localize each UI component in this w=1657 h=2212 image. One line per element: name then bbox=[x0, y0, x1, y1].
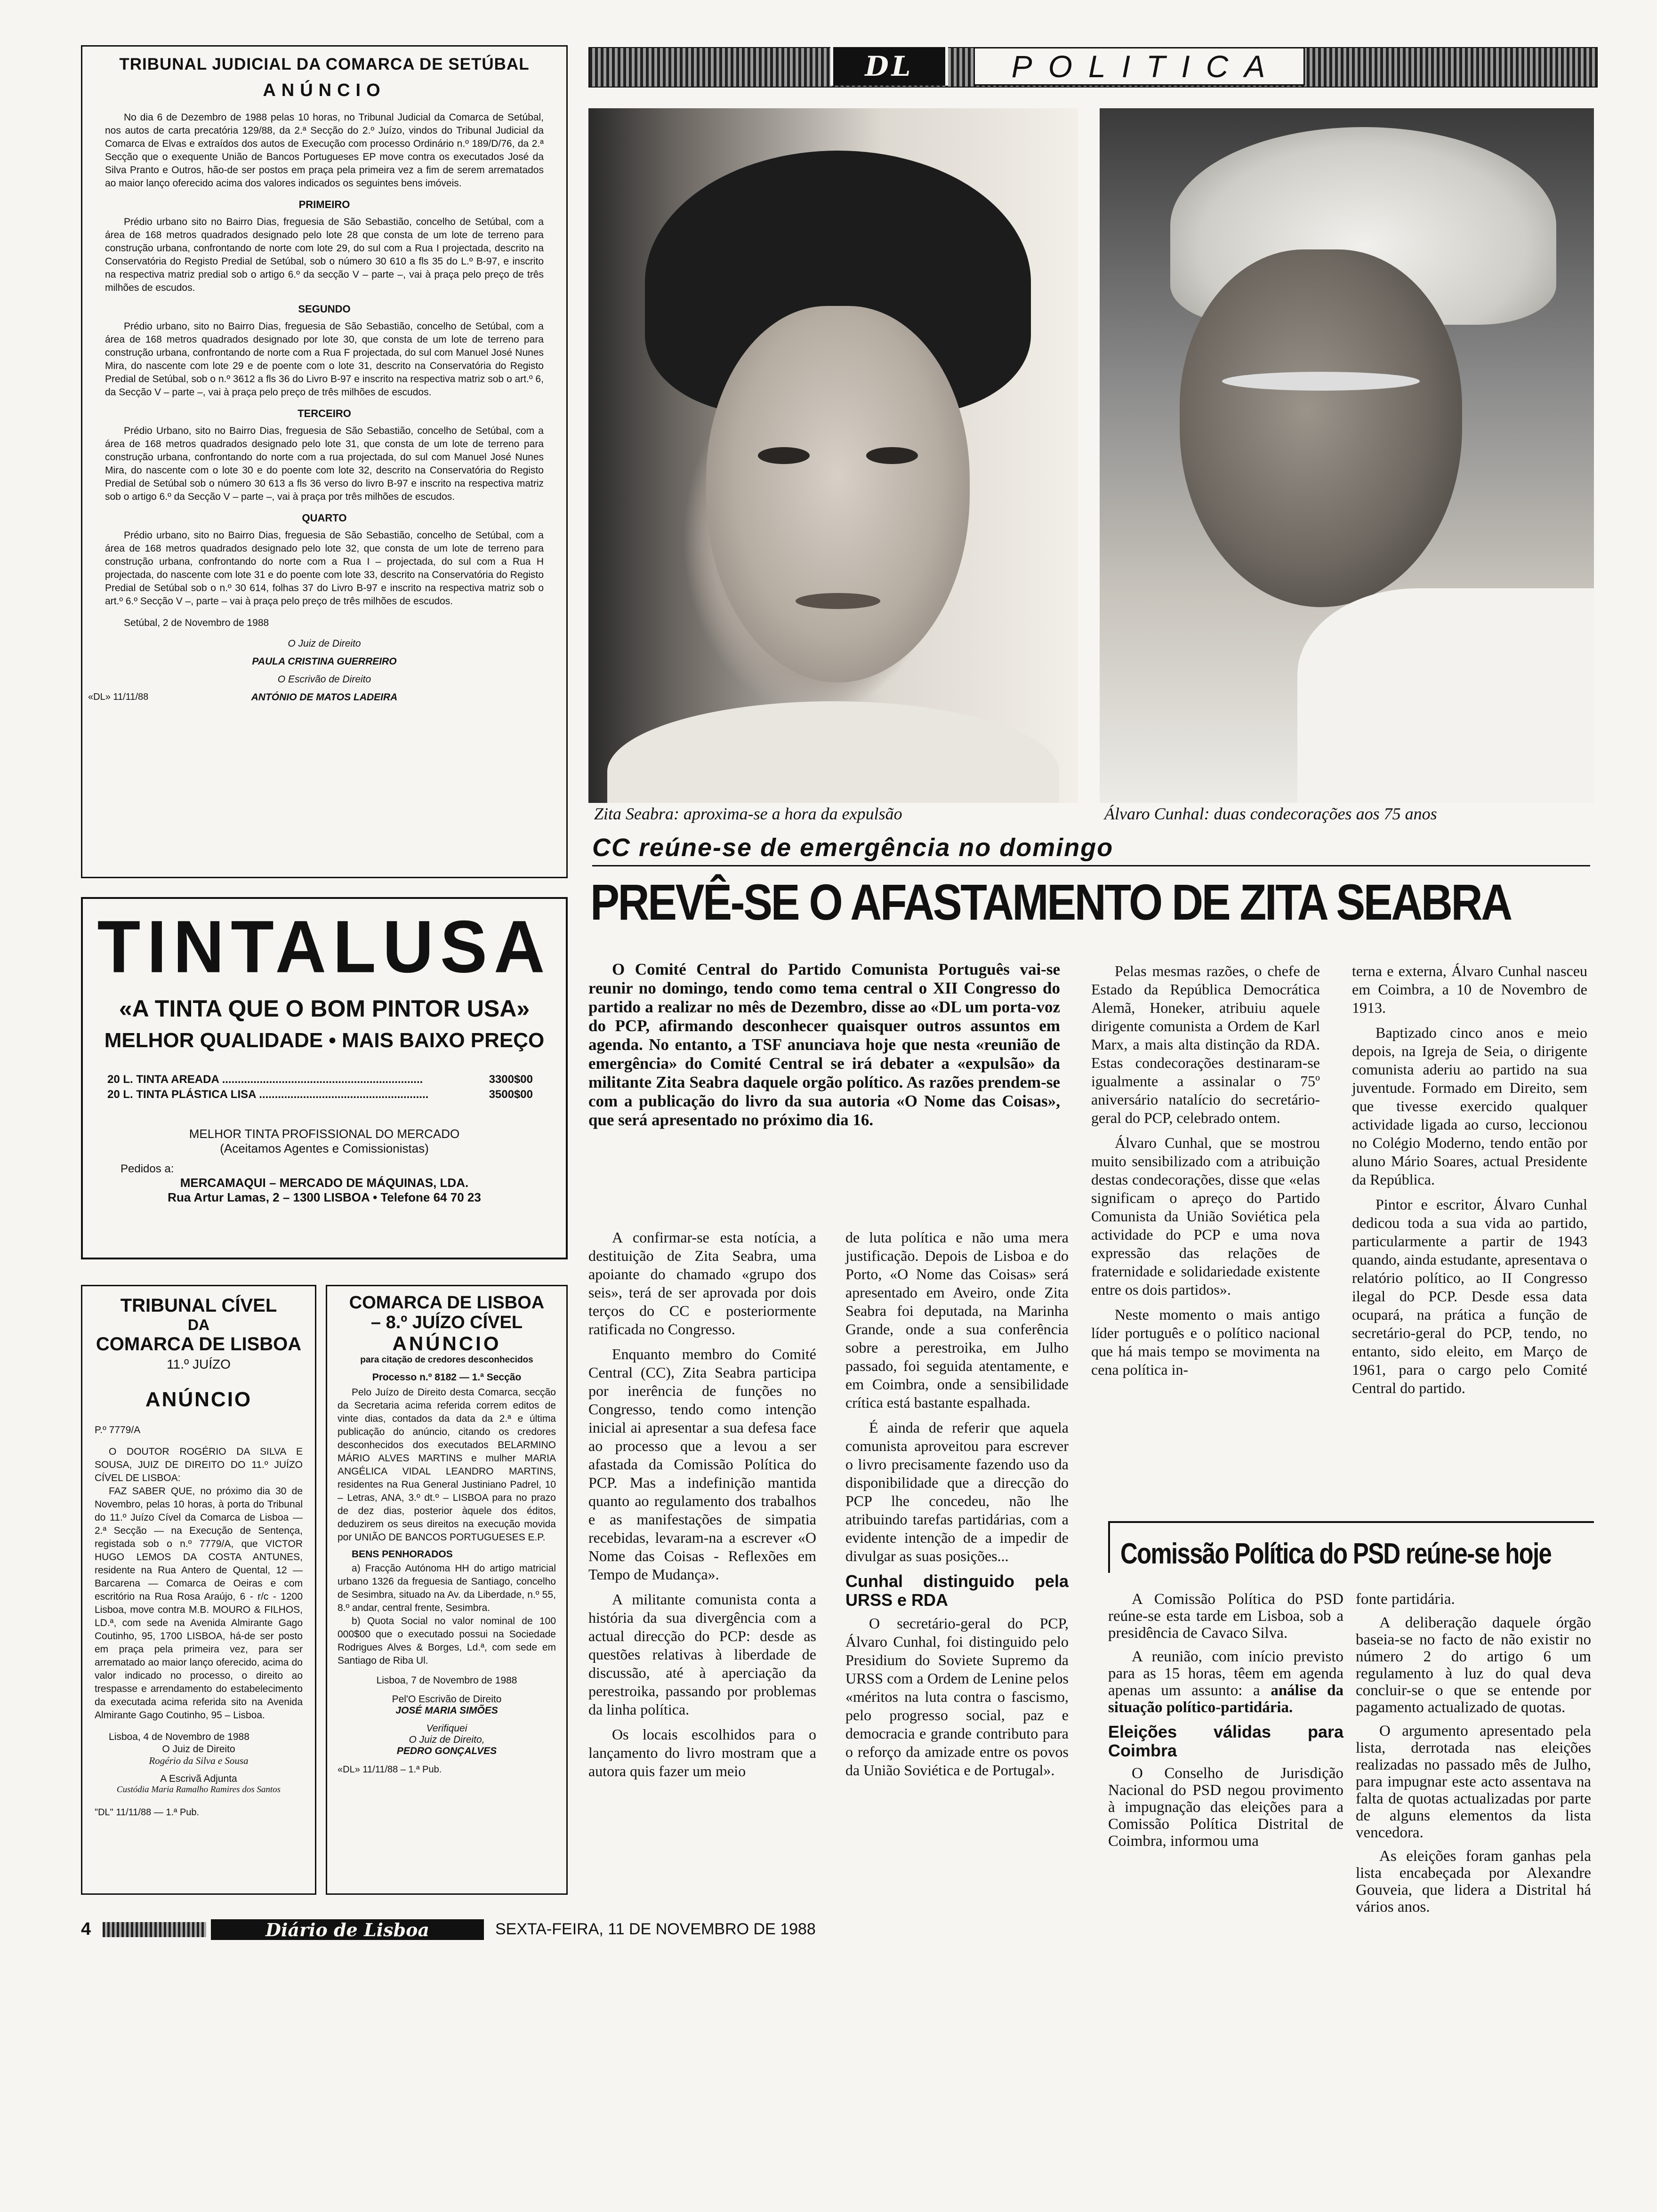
ad-tribunal-civel bbox=[81, 1285, 316, 1895]
civel-date: Lisboa, 4 de Novembro de 1988 bbox=[109, 1731, 249, 1742]
civel-ref: "DL" 11/11/88 — 1.ª Pub. bbox=[95, 1807, 200, 1818]
comarca-bens: BENS PENHORADOS bbox=[352, 1549, 453, 1560]
notice-paragraph-4: Prédio urbano, sito no Bairro Dias, freguesia de São Sebastião, concelho de Setúbal, com a área de 168 metros quadrados designado pelo lote 32, que consta de um lote de terreno para construção urbana, confrontando do norte com a Rua I – projectada, do sul com a Rua H projectada, do nascente com lote 31 e do poente com lote 33, descrito na Conservatória do Registo Predial de Setúbal sob o n.º 30 614, folhas 37 do Livro B-97 e inscrito na respectiva matriz sob o art.º 6.º Secção V –, parte – vai à praça pelo preço de três milhões de escudos. bbox=[105, 530, 544, 607]
civel-name-1: Rogério da Silva e Sousa bbox=[149, 1755, 249, 1766]
footer-bar bbox=[81, 1919, 1597, 1940]
shoulders bbox=[1297, 588, 1594, 803]
section-name-box bbox=[973, 47, 1305, 86]
comarca-role-1: Pel'O Escrivão de Direito bbox=[392, 1694, 502, 1705]
tintalusa-brand: TINTALUSA bbox=[97, 905, 552, 988]
paragraph: Neste momento o mais antigo líder português e o político nacional que há mais tempo se movimenta na cena política in- bbox=[1091, 1306, 1320, 1378]
comarca-body: Pelo Juízo de Direito desta Comarca, secção da Secretaria acima referida correm editos de vinte dias, contados da data da 2.ª e última publicação do anúncio, citando os credores desconhecidos dos executados BELARMINO MÁRIO ALVES MARTINS e mulher MARIA ANGÉLICA VIDAL LEANDRO MARTINS, residentes na Rua General Justiniano Padrel, 10 – Letras, ANA, 3.º dt.º – LISBOA para no prazo de dez dias, posterior àquele dos éditos, deduzirem os seus direitos na execução movida por UNIÃO DE BANCOS PORTUGUESES E.P. bbox=[338, 1387, 556, 1543]
notice-heading-3: TERCEIRO bbox=[298, 408, 351, 419]
paragraph: A Comissão Política do PSD reúne-se esta tarde em Lisboa, sob a presidência de Cavaco Silva. bbox=[1108, 1591, 1343, 1642]
kicker-rule bbox=[592, 865, 1590, 866]
notice-heading-2: SEGUNDO bbox=[298, 303, 351, 315]
paragraph: O secretário-geral do PCP, Álvaro Cunhal, foi distinguido pelo Presidium do Soviete Supremo da URSS com a Ordem de Lenine pelos «méritos na luta contra o fascismo, pelo progresso social, paz e democracia e grande contributo para o reforço da amizade entre os povos da União Soviética e de Portugal». bbox=[845, 1615, 1069, 1779]
photo-zita-seabra bbox=[588, 108, 1078, 803]
psd-subhead: Eleições válidas para Coimbra bbox=[1108, 1722, 1343, 1760]
comarca-role-2: O Juiz de Direito, bbox=[409, 1734, 485, 1745]
civel-role-2: A Escrivã Adjunta bbox=[160, 1773, 237, 1784]
civel-heading: ANÚNCIO bbox=[145, 1388, 252, 1411]
section-logo-text: DL bbox=[865, 50, 914, 82]
mouth bbox=[796, 593, 880, 609]
comarca-bem-b: b) Quota Social no valor nominal de 100 000$00 que o executado possui na Sociedade Rodrigues Alves & Borges, Ld.ª, com sede em Santiago de Riba Ul. bbox=[338, 1616, 556, 1666]
paragraph: terna e externa, Álvaro Cunhal nasceu em Coimbra, a 10 de Novembro de 1913. bbox=[1352, 962, 1587, 1016]
kicker: CC reúne-se de emergência no domingo bbox=[592, 834, 1114, 862]
civel-name-2: Custódia Maria Ramalho Ramires dos Santos bbox=[116, 1785, 281, 1795]
comarca-title-2: – 8.º JUÍZO CÍVEL bbox=[370, 1313, 523, 1332]
paragraph: fonte partidária. bbox=[1356, 1591, 1455, 1608]
tintalusa-orders: Pedidos a: bbox=[121, 1162, 174, 1175]
notice-title: TRIBUNAL JUDICIAL DA COMARCA DE SETÚBAL bbox=[119, 55, 530, 73]
comarca-bem-a: a) Fracção Autónoma HH do artigo matricial urbano 1326 da freguesia de Santiago, concelho de Sesimbra, situado na Av. da Liberdade, n.º 55, 8.º andar, central frente, Sesimbra. bbox=[338, 1563, 556, 1613]
section-logo bbox=[830, 47, 948, 86]
paragraph: O argumento apresentado pela lista, derrotada nas eleições realizadas no passado mês de Julho, para impugnar este acto assentava na falta de quotas actualizadas por parte de alguns elementos da lista vencedora. bbox=[1356, 1723, 1591, 1841]
tintalusa-address: Rua Artur Lamas, 2 – 1300 LISBOA • Telefone 64 70 23 bbox=[168, 1190, 481, 1204]
section-name: POLITICA bbox=[1011, 49, 1281, 84]
headline: PREVÊ-SE O AFASTAMENTO DE ZITA SEABRA bbox=[590, 874, 1511, 930]
price-value: 3500$00 bbox=[489, 1088, 533, 1101]
paragraph bbox=[1108, 1648, 1343, 1716]
paragraph: Álvaro Cunhal, que se mostrou muito sensibilizado com a atribuição destas condecorações, disse que «elas significam o apreço do Partido Comunista da União Soviética pela actividade do PCP e uma nova expressão das relações de fraternidade e solidariedade existente entre os dois partidos». bbox=[1091, 1134, 1320, 1298]
paragraph: Os locais escolhidos para o lançamento do livro mostram que a autora quis fazer um meio bbox=[588, 1726, 816, 1779]
comarca-name-2: PEDRO GONÇALVES bbox=[396, 1746, 497, 1756]
tintalusa-slogan: «A TINTA QUE O BOM PINTOR USA» bbox=[119, 995, 530, 1022]
notice-role-1: O Juiz de Direito bbox=[288, 638, 361, 649]
civel-role-1: O Juiz de Direito bbox=[162, 1744, 235, 1755]
notice-date: Setúbal, 2 de Novembro de 1988 bbox=[124, 617, 269, 628]
paragraph: A militante comunista conta a história da sua divergência com a actual direcção do PCP: desde as questões relativas à liberdade de discussão, até à aperciação da perestroika, passando por problemas da linha política. bbox=[588, 1591, 816, 1718]
caption-zita: Zita Seabra: aproxima-se a hora da expulsão bbox=[594, 804, 902, 823]
comarca-proc: Processo n.º 8182 — 1.ª Secção bbox=[372, 1372, 522, 1383]
psd-agenda-bold: análise da situação político-partidária. bbox=[1108, 1682, 1343, 1716]
tintalusa-company: MERCAMAQUI – MERCADO DE MÁQUINAS, LDA. bbox=[180, 1176, 469, 1190]
civel-body-2: FAZ SABER QUE, no próximo dia 30 de Novembro, pelas 10 horas, à porta do Tribunal do 11.º Juízo Cível da Comarca de Lisboa — 2.ª Secção — na Execução de Sentença, registada sob o n.º 7779/A, que VICTOR HUGO LEMOS DA COSTA ANTUNES, residente na Rua Antero de Quental, 12 — Barcarena — Comarca de Oeiras e com escritório na Rua Rosa Araújo, 6 - r/c - 1200 Lisboa, move contra M.B. MOURO & FILHOS, LD.ª, com sede na Avenida Almirante Gago Coutinho, 95, 1700 LISBOA, há-de ser posto em praça pela primeira vez, para ser arrematado ao maior lanço oferecido, acima do valor indicado no processo, o direito ao trespasse e arrendamento do estabelecimento da executada acima referida sito na Avenida Almirante Gago Coutinho, 95 – Lisboa. bbox=[95, 1486, 303, 1721]
civel-body-1: O DOUTOR ROGÉRIO DA SILVA E SOUSA, JUIZ DE DIREITO DO 11.º JUÍZO CÍVEL DE LISBOA: bbox=[95, 1446, 303, 1483]
comarca-verif: Verifiquei bbox=[426, 1723, 467, 1734]
footer-date: SEXTA-FEIRA, 11 DE NOVEMBRO DE 1988 bbox=[495, 1920, 816, 1938]
ad-tintalusa bbox=[81, 897, 568, 1259]
civel-title-3: COMARCA DE LISBOA bbox=[96, 1334, 302, 1354]
paragraph: Baptizado cinco anos e meio depois, na Igreja de Seia, o dirigente comunista aderiu ao partido na sua juventude. Formado em Direito, sem que tivesse exercido qualquer actividade ligada ao curso, leccionou no Colégio Moderno, tendo então por aluno Mário Soares, actual Presidente da República. bbox=[1352, 1024, 1587, 1188]
notice-name-1: PAULA CRISTINA GUERREIRO bbox=[252, 656, 397, 667]
article-col-4 bbox=[1352, 962, 1587, 1404]
lead bbox=[588, 960, 1060, 1136]
comarca-sub: para citação de credores desconhecidos bbox=[360, 1355, 533, 1365]
article-col-1 bbox=[588, 1228, 816, 1787]
paragraph: de luta política e não uma mera justificação. Depois de Lisboa e do Porto, «O Nome das Coisas» será apresentado em Aveiro, onde Zita Seabra foi deputada, na Marinha Grande, onde a sua conferência sobre a perestroika, em Julho passado, foi seguida atentamente, e em Coimbra, onde a sensibilidade crítica está bastante espalhada. bbox=[845, 1229, 1069, 1411]
shoulders bbox=[607, 701, 1059, 803]
subhead-cunhal: Cunhal distinguido pela URSS e RDA bbox=[845, 1571, 1069, 1610]
paragraph: Enquanto membro do Comité Central (CC), Zita Seabra participa por inerência de funções no Congresso, tendo como intenção inicial ai apresentar a sua defesa face ao processo que a levou a ser afastada da Comissão Política do PCP. Mas a indefinição mantida quanto ao regulamento dos trabalhos e as manifestações de simpatia recebidas, levaram-na a escrever «O Nome das Coisas - Reflexões em Tempo de Mudança». bbox=[588, 1346, 816, 1583]
notice-paragraph-2: Prédio urbano, sito no Bairro Dias, freguesia de São Sebastião, concelho de Setúbal, com a área de 168 metros quadrados designado por lote 30, que consta de um lote de terreno para construção urbana, confrontando de norte com a Rua F projectada, do sul com Manuel José Nunes Mira, do nascente com lote 29 e de poente com o lote 31, descrito na Conservatória do Registo Predial de Setúbal, sob o n.º 3612 a fls 36 do Livro B-97 e inscrito na respectiva matriz sob o art.º 6, da Secção V – parte –, vai à praça pelo preço de três milhões de escudos. bbox=[105, 321, 544, 398]
page-number: 4 bbox=[81, 1919, 91, 1939]
eyebrow bbox=[1222, 372, 1420, 391]
psd-col-1 bbox=[1108, 1591, 1343, 1856]
ad-tribunal-setubal bbox=[81, 45, 568, 878]
photo-alvaro-cunhal bbox=[1100, 108, 1594, 803]
article-col-2 bbox=[845, 1228, 1069, 1786]
comarca-name-1: JOSÉ MARIA SIMÕES bbox=[395, 1705, 498, 1716]
price-row bbox=[107, 1073, 533, 1086]
paragraph: O Conselho de Jurisdição Nacional do PSD negou provimento à impugnação das eleições para a Comissão Política Distrital de Coimbra, informou uma bbox=[1108, 1765, 1343, 1850]
masthead bbox=[211, 1919, 484, 1940]
paragraph: É ainda de referir que aquela comunista aproveitou para escrever o livro precisamente fazendo uso da disponibilidade que a direcção do PCP lhe concedeu, não lhe atribuindo tarefas partidárias, com a evidente intenção de a impedir de divulgar as suas posições... bbox=[845, 1419, 1069, 1564]
psd-agenda-text: A reunião, com início previsto para as 15 horas, têem em agenda apenas um assunto: a bbox=[1108, 1648, 1343, 1699]
tintalusa-line1: MELHOR TINTA PROFISSIONAL DO MERCADO bbox=[189, 1127, 460, 1141]
price-row bbox=[107, 1088, 533, 1101]
price-value: 3300$00 bbox=[489, 1073, 533, 1086]
face bbox=[1180, 249, 1462, 607]
eye-right bbox=[866, 447, 918, 464]
notice-paragraph-3: Prédio Urbano, sito no Bairro Dias, freguesia de São Sebastião, concelho de Setúbal, com a área de 168 metros quadrados designado pelo lote 31, que consta de um lote de terreno para construção urbana, confrontando do norte com a rua projectada, do sul com Manuel José Nunes Mira, do nascente com o lote 30 e do poente com lote 32, descrito na Conservatória do Registo Predial de Setúbal sob o número 30 613 a fls 36 verso do livro B-97 e inscrito na respectiva matriz sob o artigo 6.º da Secção V – parte –, vai à praça por três milhões de escudos. bbox=[105, 425, 544, 502]
notice-heading-4: QUARTO bbox=[302, 512, 347, 524]
comarca-ref: «DL» 11/11/88 – 1.ª Pub. bbox=[338, 1764, 442, 1775]
paragraph: Pelas mesmas razões, o chefe de Estado da República Democrática Alemã, Honeker, atribuiu aquele dirigente comunista a Ordem de Karl Marx, a mais alta distinção da RDA. Estas condecorações destinaram-se igualmente a assinalar o 75º aniversário natalício do secretário-geral do PCP, celebrado ontem. bbox=[1091, 962, 1320, 1126]
paragraph: A confirmar-se esta notícia, a destituição de Zita Seabra, uma apoiante do chamado «grupo dos seis», terá de ser aprovada por dois terços do CC e posteriormente ratificada no Congresso. bbox=[588, 1229, 816, 1338]
ad-comarca-lisboa bbox=[326, 1285, 568, 1895]
comarca-heading: ANÚNCIO bbox=[392, 1332, 501, 1354]
comarca-title-1: COMARCA DE LISBOA bbox=[349, 1293, 545, 1313]
tintalusa-tagline: MELHOR QUALIDADE • MAIS BAIXO PREÇO bbox=[104, 1029, 545, 1052]
civel-title-4: 11.º JUÍZO bbox=[167, 1357, 231, 1371]
notice-paragraph-1: Prédio urbano sito no Bairro Dias, freguesia de São Sebastião, concelho de Setúbal, com a área de 168 metros quadrados designado pelo lote 28 que consta de um lote de terreno para construção urbana, confrontando de norte com lote 29, do sul com a Rua I projectada, descrito na Conservatória do Registo Predial de Setúbal, sob o número 30 610 a fls 35 do L.º B-97, e inscrito na respectiva matriz predial sob o artigo 6.º da secção V – parte –, vai à praça pelo preço de três milhões de escudos. bbox=[105, 216, 544, 293]
paragraph: A deliberação daquele órgão baseia-se no facto de não existir no número 2 do artigo 6 um regulamento à luz do qual deva concluir-se o que se entende por pagamento actualizado de quotas. bbox=[1356, 1614, 1591, 1716]
caption-cunhal: Álvaro Cunhal: duas condecorações aos 75 anos bbox=[1104, 804, 1437, 823]
article-col-3 bbox=[1091, 962, 1320, 1386]
paragraph: As eleições foram ganhas pela lista encabeçada por Alexandre Gouveia, que lidera a Distrital há vários anos. bbox=[1356, 1848, 1591, 1915]
civel-title-1: TRIBUNAL CÍVEL bbox=[120, 1295, 277, 1316]
face bbox=[706, 306, 970, 682]
eye-left bbox=[758, 447, 810, 464]
notice-heading-1: PRIMEIRO bbox=[298, 199, 350, 210]
comarca-date: Lisboa, 7 de Novembro de 1988 bbox=[376, 1675, 517, 1686]
psd-headline: Comissão Política do PSD reúne-se hoje bbox=[1120, 1538, 1552, 1570]
footer-rule bbox=[103, 1922, 206, 1937]
masthead-text: Diário de Lisboa bbox=[265, 1919, 430, 1940]
notice-subtitle: ANÚNCIO bbox=[263, 80, 386, 100]
paragraph: Pintor e escritor, Álvaro Cunhal dedicou toda a sua vida ao partido, particularmente a partir de 1943 quando, ainda estudante, apresentava o relatório político, ao II Congresso ilegal do PCP. Desde essa data ocupará, na prática a função de secretário-geral do PCP, tendo, no entanto, sido eleito, em Março de 1961, para o cargo pelo Comité Central do partido. bbox=[1352, 1196, 1587, 1396]
civel-title-2: DA bbox=[187, 1316, 210, 1333]
price-label: 20 L. TINTA PLÁSTICA LISA ...................................................... bbox=[107, 1088, 429, 1101]
notice-ref: «DL» 11/11/88 bbox=[88, 692, 149, 702]
notice-intro: No dia 6 de Dezembro de 1988 pelas 10 horas, no Tribunal Judicial da Comarca de Setúbal, nos autos de carta precatória 129/88, da 2.ª Secção do 2.º Juízo, vindos do Tribunal Judicial da Comarca de Elvas e extraídos dos autos de Execução com processo Ordinário n.º 189/D/76, da 2.ª Secção que o exequente União de Bancos Portugueses EP move contra os executados José da Silva Pranto e Outros, hão-de ser postos em praça pela primeira vez a fim de serem arrematados ao maior lanço oferecido acima dos valores indicados os seguintes bens imóveis. bbox=[105, 112, 544, 189]
notice-name-2: ANTÓNIO DE MATOS LADEIRA bbox=[251, 692, 398, 703]
price-label: 20 L. TINTA AREADA ................................................................ bbox=[107, 1073, 423, 1086]
psd-col-2 bbox=[1356, 1591, 1591, 1922]
tintalusa-line2: (Aceitamos Agentes e Comissionistas) bbox=[220, 1141, 429, 1155]
notice-role-2: O Escrivão de Direito bbox=[277, 674, 371, 685]
lead-text: O Comité Central do Partido Comunista Português vai-se reunir no domingo, tendo como tema central o XII Congresso do partido a realizar no mês de Dezembro, disse ao «DL um porta-voz do PCP, afirmando desconhecer quaisquer outros assuntos em agenda. No entanto, a TSF anunciava hoje que nesta «reunião de emergência» do Comité Central se irá debater a «expulsão» da militante Zita Seabra daquele orgão político. As razões prendem-se com a publicação do livro da sua autoria «O Nome das Coisas», que será apresentado no próximo dia 16. bbox=[588, 960, 1060, 1129]
civel-proc: P.º 7779/A bbox=[95, 1425, 141, 1435]
